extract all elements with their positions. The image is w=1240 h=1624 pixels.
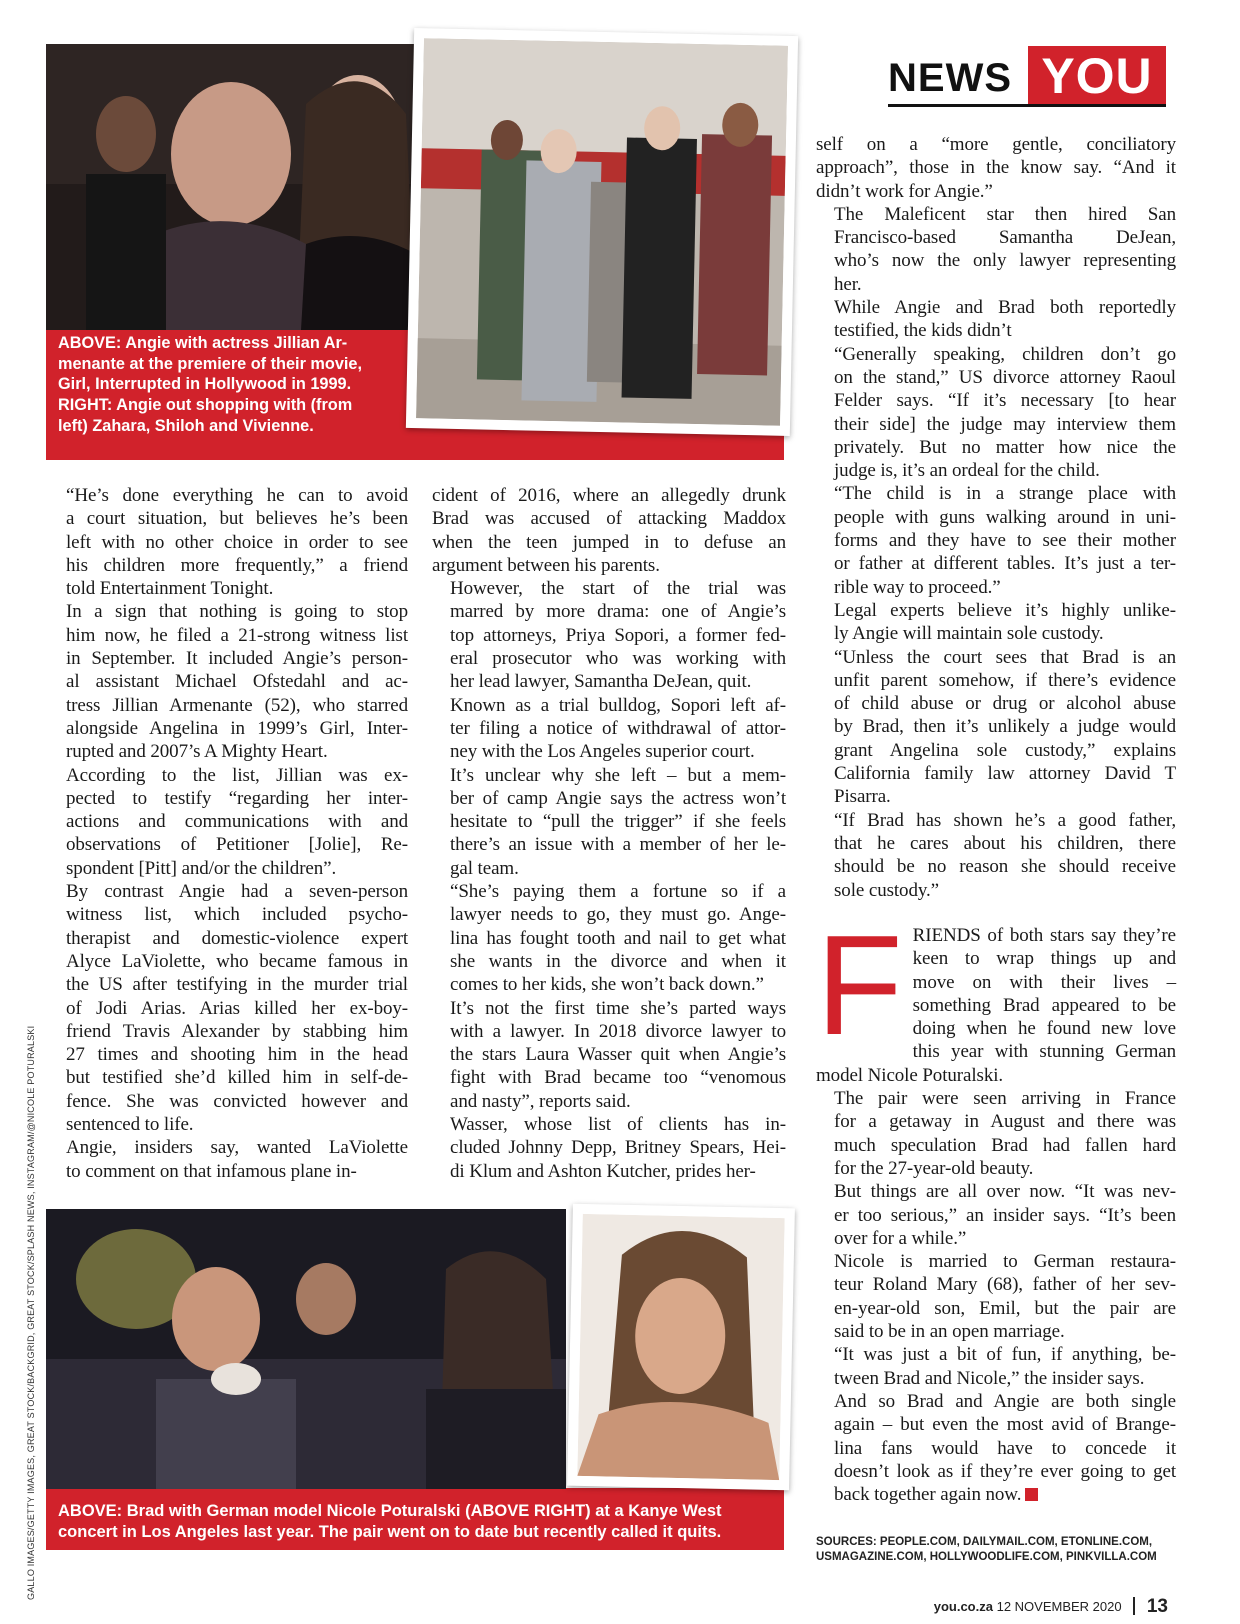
sources-line: SOURCES: PEOPLE.COM, DAILYMAIL.COM, ETONLINE.COM, [816,1536,1153,1548]
text-line: move on with their lives – [912,971,1176,993]
text-line: in September. It included Angie’s person- [66,648,408,670]
text-line: or father at different tables. It’s just a ter- [834,553,1176,575]
text-line: By contrast Angie had a seven-person [66,881,408,903]
text-line: Angie, insiders say, wanted LaViolette [66,1137,408,1159]
article-paragraph [816,1343,1176,1390]
text-line: should be no reason she should receive [834,856,1176,878]
article-column-3-continued [816,906,1176,1506]
photo-nicole-portrait-image [577,1214,784,1480]
text-line: grant Angelina sole custody,” explains [834,739,1176,761]
text-line: The pair were seen arriving in France [834,1088,1176,1110]
caption-top [58,333,408,436]
page-footer [934,1596,1168,1618]
article-paragraph [432,764,786,880]
article-column-1 [48,484,408,1183]
text-line: The Maleficent star then hired San [834,203,1176,225]
text-line: comes to her kids, she won’t back down.” [450,974,764,996]
text-line: witness list, which included psycho- [66,904,408,926]
article-paragraph [432,577,786,693]
article-paragraph [816,343,1176,483]
text-line: ney with the Los Angeles superior court. [450,741,755,763]
text-line: something Brad appeared to be [912,994,1176,1016]
text-line: doesn’t look as if they’re ever going to get [834,1460,1176,1482]
text-line: eral prosecutor who was working with [450,648,786,670]
text-line: California family law attorney David T [834,763,1176,785]
text-line: Nicole is married to German restaura- [834,1251,1176,1273]
footer-date: 12 NOVEMBER 2020 [996,1599,1122,1614]
text-line: cluded Johnny Depp, Britney Spears, Hei- [450,1137,786,1159]
article-paragraph [816,599,1176,646]
text-line: who’s now the only lawyer representing [834,250,1176,272]
article-column-3 [816,133,1176,902]
text-line: friend Travis Alexander by stabbing him [66,1020,408,1042]
text-line: But things are all over now. “It was nev- [834,1181,1176,1203]
text-line: for the 27-year-old beauty. [834,1157,1034,1179]
caption-bottom-line: ABOVE: Brad with German model Nicole Poturalski (ABOVE RIGHT) at a Kanye West [58,1502,722,1520]
text-line: said to be in an open marriage. [834,1321,1065,1343]
text-line: It’s not the first time she’s parted ways [450,997,786,1019]
masthead-rule [888,104,1166,107]
text-line: teur Roland Mary (68), father of her sev- [834,1274,1176,1296]
text-line: Felder says. “If it’s necessary [to hear [834,390,1176,412]
text-line: self on a “more gentle, conciliatory [816,134,1176,155]
text-line: “He’s done everything he can to avoid [66,485,408,506]
article-paragraph [816,809,1176,902]
photo-credit-text: GALLO IMAGES/GETTY IMAGES, GREAT STOCK/BACKGRID, GREAT STOCK/SPLASH NEWS, INSTAGRAM/@NICOLE POTURALSKI [26,1025,36,1600]
sources-list [816,1535,1176,1565]
text-line: testified, the kids didn’t [834,320,1012,342]
photo-bottom-left [46,1209,566,1489]
text-line: “The child is in a strange place with [834,483,1176,505]
article-paragraph [816,1180,1176,1250]
text-line: for a getaway in August and there was [834,1111,1176,1133]
text-line: approach”, those in the know say. “And it [816,157,1176,179]
text-line: on the stand,” US divorce attorney Raoul [834,366,1176,388]
caption-top-line: RIGHT: Angie out shopping with (from [58,396,353,415]
text-line: “Generally speaking, children don’t go [834,343,1176,365]
section-logo-you: YOU [1028,46,1166,106]
text-line: 27 times and shooting him in the head [66,1044,408,1066]
article-paragraph [816,1390,1176,1506]
text-line: of Jodi Arias. Arias killed her ex-boy- [66,997,408,1019]
text-line: Known as a trial bulldog, Sopori left af- [450,694,786,716]
text-line: cident of 2016, where an allegedly drunk [432,485,786,506]
article-paragraph [48,764,408,880]
text-line: she wants in the divorce and when it [450,950,786,972]
text-line: to comment on that infamous plane in- [66,1160,357,1182]
text-line: much speculation Brad had fallen hard [834,1134,1176,1156]
text-line: actions and communications with and [66,811,408,833]
text-line: “She’s paying them a fortune so if a [450,881,786,903]
text-line: ly Angie will maintain sole custody. [834,623,1104,645]
text-line: with a lawyer. In 2018 divorce lawyer to [450,1020,786,1042]
text-line: back together again now. [816,1483,1176,1506]
article-column-2 [432,484,786,1183]
article-paragraph [816,296,1176,343]
text-line: tween Brad and Nicole,” the insider says. [834,1367,1145,1389]
text-line: Wasser, whose list of clients has in- [450,1114,786,1136]
text-line: told Entertainment Tonight. [66,578,274,600]
text-line: lawyer needs to go, they must go. Ange- [450,904,786,926]
text-line: er too serious,” an insider says. “It’s been [834,1204,1176,1226]
text-line: While Angie and Brad both reportedly [834,297,1176,319]
text-line: tress Jillian Armenante (52), who starred [66,694,408,716]
text-line: but testified she’d killed him in self-de- [66,1067,408,1089]
text-line: hesitate to “pull the trigger” if she feels [450,811,786,833]
text-line: sole custody.” [834,879,940,901]
text-line: However, the start of the trial was [450,578,786,600]
photo-top-left [46,44,416,330]
text-line: alongside Angelina in 1999’s Girl, Inter- [66,717,408,739]
text-line: there’s an issue with a member of her le- [450,834,786,856]
text-line: a court situation, but believes he’s been [66,508,408,530]
text-line: ter filing a notice of withdrawal of attor- [450,717,786,739]
article-paragraph [816,203,1176,296]
text-line: observations of Petitioner [Jolie], Re- [66,834,408,856]
text-line: pected to testify “regarding her inter- [66,787,408,809]
text-line: Pisarra. [834,786,891,808]
text-line: her lead lawyer, Samantha DeJean, quit. [450,671,752,693]
text-line: him now, he filed a 21-strong witness list [66,624,408,646]
text-line: unfit parent somehow, if there’s evidence [834,669,1176,691]
text-line: over for a while.” [834,1227,967,1249]
article-paragraph [432,694,786,764]
text-line: lina fans would have to concede it [834,1437,1176,1459]
photo-top-right [406,28,798,436]
text-line: that he cares about his children, there [834,832,1176,854]
text-line: of child abuse or drug or alcohol abuse [834,693,1176,715]
footer-site: you.co.za [933,1599,993,1614]
article-paragraph [816,482,1176,598]
photo-angie-jillian-image [46,44,416,330]
text-line: didn’t work for Angie.” [816,180,993,202]
text-line: ber of camp Angie says the actress won’t [450,787,786,809]
text-line: when the teen jumped in to defuse an [432,531,786,553]
photo-angie-shopping-image [416,38,788,426]
text-line: their side] the judge may interview them [834,413,1176,435]
photo-credit [26,1025,40,1600]
text-line: al assistant Michael Ofstedahl and ac- [66,671,408,693]
text-line: again – but even the most avid of Brange- [834,1414,1176,1436]
text-line: And so Brad and Angie are both single [834,1390,1176,1412]
article-paragraph [48,1136,408,1183]
text-line: keen to wrap things up and [912,948,1176,970]
article-paragraph [432,997,786,1113]
text-line: her. [834,273,862,295]
text-line: top attorneys, Priya Sopori, a former fed- [450,624,786,646]
text-line: this year with stunning German [912,1041,1176,1063]
text-line: privately. But no matter how nice the [834,436,1176,458]
text-line: Alyce LaViolette, who became famous in [66,950,408,972]
caption-bottom [58,1501,782,1543]
text-line: Francisco-based Samantha DeJean, [834,227,1176,249]
text-line: forms and they have to see their mother [834,530,1176,552]
text-line: en-year-old son, Emil, but the pair are [834,1297,1176,1319]
text-line: “Unless the court sees that Brad is an [834,646,1176,668]
article-paragraph [48,600,408,763]
text-line: sentenced to life. [66,1114,194,1136]
text-line: “If Brad has shown he’s a good father, [834,809,1176,831]
text-line: di Klum and Ashton Kutcher, prides her- [450,1160,756,1182]
text-line: In a sign that nothing is going to stop [66,601,408,623]
text-line: lina has fought tooth and nail to get what [450,927,786,949]
caption-bottom-line: concert in Los Angeles last year. The pair went on to date but recently called it quits. [58,1522,722,1541]
text-line: According to the list, Jillian was ex- [66,764,408,786]
text-line: the stars Laura Wasser quit when Angie’s [450,1044,786,1066]
text-line: the US after testifying in the murder trial [66,974,408,996]
article-paragraph [48,484,408,600]
article-paragraph [816,646,1176,809]
text-line: doing when he found new love [912,1018,1176,1040]
text-line: fight with Brad became too “venomous [450,1067,786,1089]
article-paragraph [432,1113,786,1183]
text-line: rible way to proceed.” [834,576,1001,598]
article-paragraph [816,133,1176,203]
text-line: Legal experts believe it’s highly unlike- [834,599,1176,621]
caption-top-line: ABOVE: Angie with actress Jillian Ar- [58,334,348,352]
text-line: It’s unclear why she left – but a mem- [450,764,786,786]
caption-top-line: menante at the premiere of their movie, [58,354,363,373]
photo-brad-nicole-image [46,1209,566,1489]
text-line: spondent [Pitt] and/or the children”. [66,857,337,879]
text-line: gal team. [450,857,519,879]
end-of-article-mark [1025,1488,1038,1501]
text-line: Brad was accused of attacking Maddox [432,508,786,530]
text-line: therapist and domestic-violence expert [66,927,408,949]
article-paragraph [48,880,408,1136]
section-label-news: NEWS [888,56,1012,100]
text-line: judge is, it’s an ordeal for the child. [834,460,1100,482]
footer-divider [1133,1597,1135,1615]
text-line: fence. She was convicted however and [66,1090,408,1112]
article-paragraph [816,1087,1176,1180]
photo-bottom-right [567,1204,795,1491]
caption-top-line: left) Zahara, Shiloh and Vivienne. [58,416,314,435]
page-number: 13 [1146,1596,1168,1617]
drop-cap: F [816,906,903,1065]
text-line: and nasty”, reports said. [450,1090,631,1112]
text-line: by Brad, then it’s unlikely a judge would [834,716,1176,738]
text-line: left with no other choice in order to see [66,531,408,553]
text-line: RIENDS of both stars say they’re [912,925,1176,946]
text-line: rupted and 2007’s A Mighty Heart. [66,741,328,763]
article-paragraph [432,880,786,996]
text-line: argument between his parents. [432,554,660,576]
text-line: people with guns walking around in uni- [834,506,1176,528]
text-line: “It was just a bit of fun, if anything, be- [834,1344,1176,1366]
text-line: his children more frequently,” a friend [66,554,408,576]
text-line: model Nicole Poturalski. [816,1064,1004,1086]
text-line: marred by more drama: one of Angie’s [450,601,786,623]
article-paragraph [816,1250,1176,1343]
article-paragraph [432,484,786,577]
sources-line: USMAGAZINE.COM, HOLLYWOODLIFE.COM, PINKVILLA.COM [816,1551,1157,1563]
caption-top-line: Girl, Interrupted in Hollywood in 1999. [58,375,352,394]
